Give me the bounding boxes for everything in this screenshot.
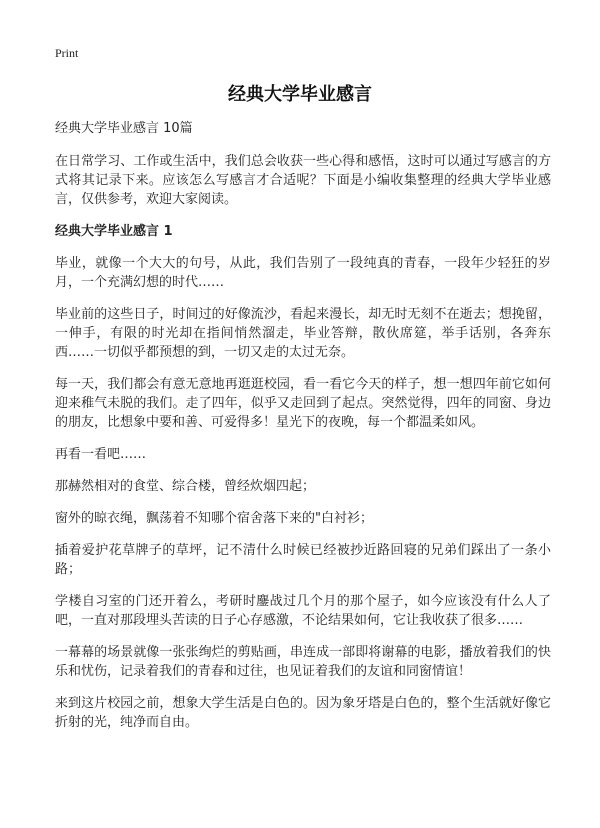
paragraph: 窗外的晾衣绳，飘荡着不知哪个宿舍落下来的"白衬衫； (55, 511, 373, 526)
paragraph: 毕业前的这些日子，时间过的好像流沙，看起来漫长，却无时无刻不在逝去；想挽留，一伸手，有限的时光却在指间悄然溜走，毕业答辩，散伙席筵，举手话别，各奔东西……一切似乎都预想的到，一切又走的太过无奈。 (55, 307, 551, 360)
paragraph: 学楼自习室的门还开着么，考研时鏖战过几个月的那个屋子，如今应该没有什么人了吧，一直对那段埋头苦读的日子心存感激，不论结果如何，它让我收获了很多…… (55, 594, 551, 628)
paragraph: 再看一看吧…… (55, 447, 147, 462)
paragraph: 每一天，我们都会有意无意地再逛逛校园，看一看它今天的样子，想一想四年前它如何迎来稚气未脱的我们。走了四年，似乎又走回到了起点。突然觉得，四年的同窗、身边的朋友，比想象中要和善、可爱得多！星光下的夜晚，每一个都温柔如风。 (55, 377, 551, 430)
article-body (55, 120, 551, 745)
section-heading: 经典大学毕业感言 1 (55, 224, 173, 239)
paragraph: 毕业，就像一个大大的句号，从此，我们告别了一段纯真的青春，一段年少轻狂的岁月，一个充满幻想的时代…… (55, 256, 551, 290)
paragraph: 那赫然相对的食堂、综合楼，曾经炊烟四起； (55, 479, 316, 494)
paragraph: 一幕幕的场景就像一张张绚烂的剪贴画，串连成一部即将谢幕的电影，播放着我们的快乐和忧伤，记录着我们的青春和过往，也见证着我们的友谊和同窗情谊！ (55, 645, 551, 679)
paragraph: 来到这片校园之前，想象大学生活是白色的。因为象牙塔是白色的，整个生活就好像它折射的光，纯净而自由。 (55, 696, 551, 730)
intro-paragraph: 在日常学习、工作或生活中，我们总会收获一些心得和感悟，这时可以通过写感言的方式将其记录下来。应该怎么写感言才合适呢？下面是小编收集整理的经典大学毕业感言，仅供参考，欢迎大家阅读。 (55, 154, 551, 207)
print-link[interactable]: Print (55, 46, 79, 60)
page-title: 经典大学毕业感言 (228, 84, 372, 105)
paragraph: 插着爱护花草牌子的草坪，记不清什么时候已经被抄近路回寝的兄弟们踩出了一条小路； (55, 543, 551, 577)
article-subtitle: 经典大学毕业感言 10篇 (55, 121, 193, 136)
